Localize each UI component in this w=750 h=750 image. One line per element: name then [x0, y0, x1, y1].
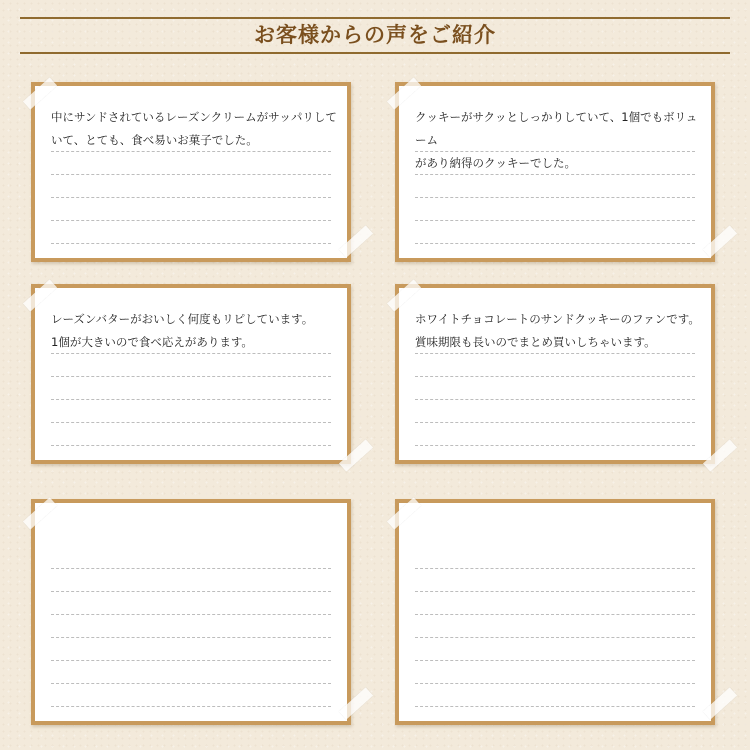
card-ruled-lines	[415, 546, 695, 707]
review-card-5	[31, 499, 351, 725]
review-card-6	[395, 499, 715, 725]
review-card-1	[31, 82, 351, 262]
review-text-1: 中にサンドされているレーズンクリームがサッパリして いて、とても、食べ易いお菓子でした。	[51, 110, 337, 147]
review-text-3: レーズンバターがおいしく何度もリピしています。 1個が大きいので食べ応えがあります。	[51, 312, 314, 349]
review-card-2	[395, 82, 715, 262]
review-text-4: ホワイトチョコレートのサンドクッキーのファンです。 賞味期限も長いのでまとめ買いしちゃいます。	[415, 312, 700, 349]
card-ruled-lines	[51, 546, 331, 707]
header-rule-top	[20, 17, 730, 19]
review-card-4	[395, 284, 715, 464]
header-rule-bottom	[20, 52, 730, 54]
review-card-3	[31, 284, 351, 464]
page-title: お客様からの声をご紹介	[254, 23, 496, 47]
review-text-2: クッキーがサクッとしっかりしていて、1個でもボリューム があり納得のクッキーでした。	[415, 110, 698, 170]
